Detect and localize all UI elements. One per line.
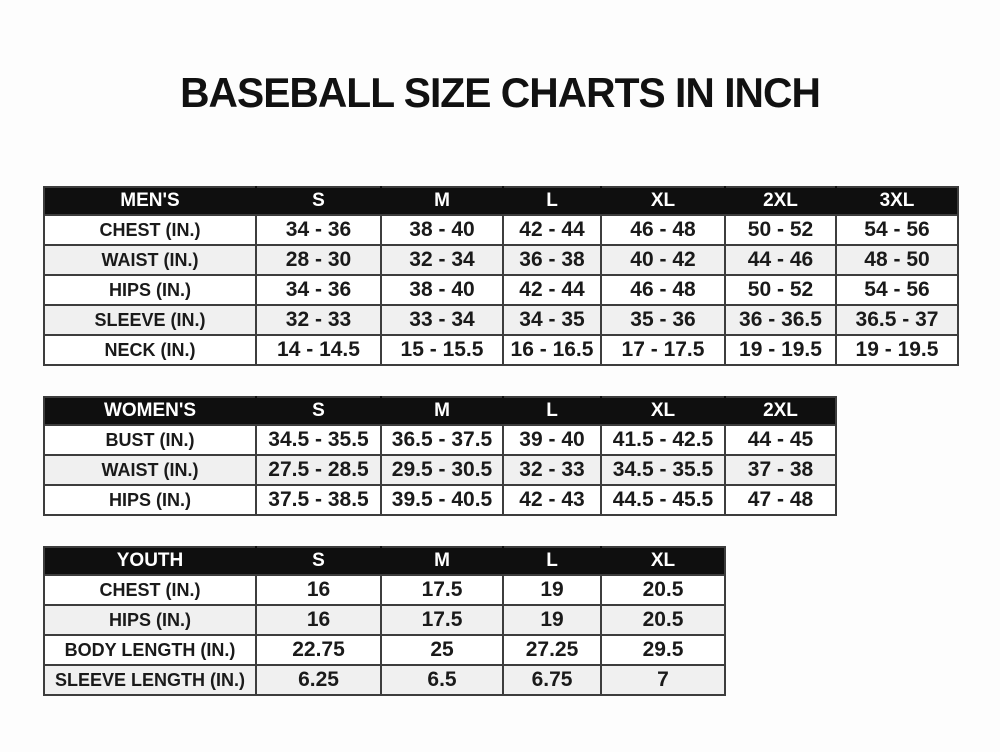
tables-container [43,186,1000,696]
table-row [44,665,725,695]
row-label-cell: SLEEVE (IN.) [44,305,256,335]
value-cell: 17.5 [381,575,503,605]
value-cell: 36.5 - 37.5 [381,425,503,455]
size-header-cell: L [503,547,601,575]
size-header-cell: L [503,397,601,425]
value-cell: 20.5 [601,575,725,605]
value-cell: 36 - 38 [503,245,601,275]
table-row [44,455,836,485]
value-cell: 38 - 40 [381,275,503,305]
table-row [44,305,958,335]
size-header-cell: XL [601,397,725,425]
value-cell: 17.5 [381,605,503,635]
table-row [44,605,725,635]
value-cell: 6.5 [381,665,503,695]
value-cell: 34 - 35 [503,305,601,335]
table-row [44,275,958,305]
value-cell: 27.5 - 28.5 [256,455,381,485]
value-cell: 22.75 [256,635,381,665]
value-cell: 6.25 [256,665,381,695]
value-cell: 54 - 56 [836,275,958,305]
size-header-cell: M [381,547,503,575]
value-cell: 44.5 - 45.5 [601,485,725,515]
value-cell: 16 [256,605,381,635]
value-cell: 34 - 36 [256,275,381,305]
value-cell: 14 - 14.5 [256,335,381,365]
size-table-youth [43,546,726,696]
table-row [44,425,836,455]
value-cell: 29.5 - 30.5 [381,455,503,485]
row-label-cell: SLEEVE LENGTH (IN.) [44,665,256,695]
value-cell: 37 - 38 [725,455,836,485]
value-cell: 19 [503,575,601,605]
row-label-cell: NECK (IN.) [44,335,256,365]
value-cell: 19 [503,605,601,635]
table-row [44,335,958,365]
size-header-cell: XL [601,547,725,575]
value-cell: 44 - 45 [725,425,836,455]
value-cell: 20.5 [601,605,725,635]
value-cell: 36 - 36.5 [725,305,836,335]
value-cell: 28 - 30 [256,245,381,275]
size-header-cell: S [256,187,381,215]
value-cell: 19 - 19.5 [836,335,958,365]
row-label-cell: BODY LENGTH (IN.) [44,635,256,665]
table-title-cell: WOMEN'S [44,397,256,425]
table-row [44,575,725,605]
value-cell: 50 - 52 [725,215,836,245]
table-row [44,215,958,245]
value-cell: 39.5 - 40.5 [381,485,503,515]
row-label-cell: WAIST (IN.) [44,455,256,485]
header-row [44,187,958,215]
value-cell: 46 - 48 [601,275,725,305]
value-cell: 32 - 34 [381,245,503,275]
value-cell: 16 - 16.5 [503,335,601,365]
value-cell: 35 - 36 [601,305,725,335]
value-cell: 34 - 36 [256,215,381,245]
value-cell: 16 [256,575,381,605]
value-cell: 46 - 48 [601,215,725,245]
size-header-cell: 2XL [725,397,836,425]
value-cell: 42 - 44 [503,275,601,305]
value-cell: 48 - 50 [836,245,958,275]
size-header-cell: M [381,187,503,215]
size-header-cell: 3XL [836,187,958,215]
value-cell: 36.5 - 37 [836,305,958,335]
value-cell: 47 - 48 [725,485,836,515]
value-cell: 15 - 15.5 [381,335,503,365]
size-table-mens [43,186,959,366]
value-cell: 32 - 33 [256,305,381,335]
value-cell: 40 - 42 [601,245,725,275]
value-cell: 17 - 17.5 [601,335,725,365]
value-cell: 50 - 52 [725,275,836,305]
table-row [44,245,958,275]
value-cell: 41.5 - 42.5 [601,425,725,455]
value-cell: 6.75 [503,665,601,695]
header-row [44,397,836,425]
row-label-cell: CHEST (IN.) [44,215,256,245]
page-title: BASEBALL SIZE CHARTS IN INCH [180,69,820,116]
value-cell: 39 - 40 [503,425,601,455]
value-cell: 34.5 - 35.5 [601,455,725,485]
value-cell: 29.5 [601,635,725,665]
value-cell: 38 - 40 [381,215,503,245]
row-label-cell: HIPS (IN.) [44,485,256,515]
size-header-cell: S [256,547,381,575]
row-label-cell: BUST (IN.) [44,425,256,455]
size-table-womens [43,396,837,516]
value-cell: 7 [601,665,725,695]
value-cell: 25 [381,635,503,665]
row-label-cell: WAIST (IN.) [44,245,256,275]
table-title-cell: MEN'S [44,187,256,215]
table-row [44,635,725,665]
size-header-cell: XL [601,187,725,215]
value-cell: 27.25 [503,635,601,665]
value-cell: 42 - 43 [503,485,601,515]
value-cell: 44 - 46 [725,245,836,275]
table-title-cell: YOUTH [44,547,256,575]
value-cell: 37.5 - 38.5 [256,485,381,515]
row-label-cell: HIPS (IN.) [44,275,256,305]
row-label-cell: HIPS (IN.) [44,605,256,635]
value-cell: 19 - 19.5 [725,335,836,365]
size-header-cell: M [381,397,503,425]
size-header-cell: S [256,397,381,425]
row-label-cell: CHEST (IN.) [44,575,256,605]
value-cell: 54 - 56 [836,215,958,245]
value-cell: 33 - 34 [381,305,503,335]
value-cell: 34.5 - 35.5 [256,425,381,455]
size-header-cell: L [503,187,601,215]
header-row [44,547,725,575]
value-cell: 42 - 44 [503,215,601,245]
size-header-cell: 2XL [725,187,836,215]
table-row [44,485,836,515]
value-cell: 32 - 33 [503,455,601,485]
